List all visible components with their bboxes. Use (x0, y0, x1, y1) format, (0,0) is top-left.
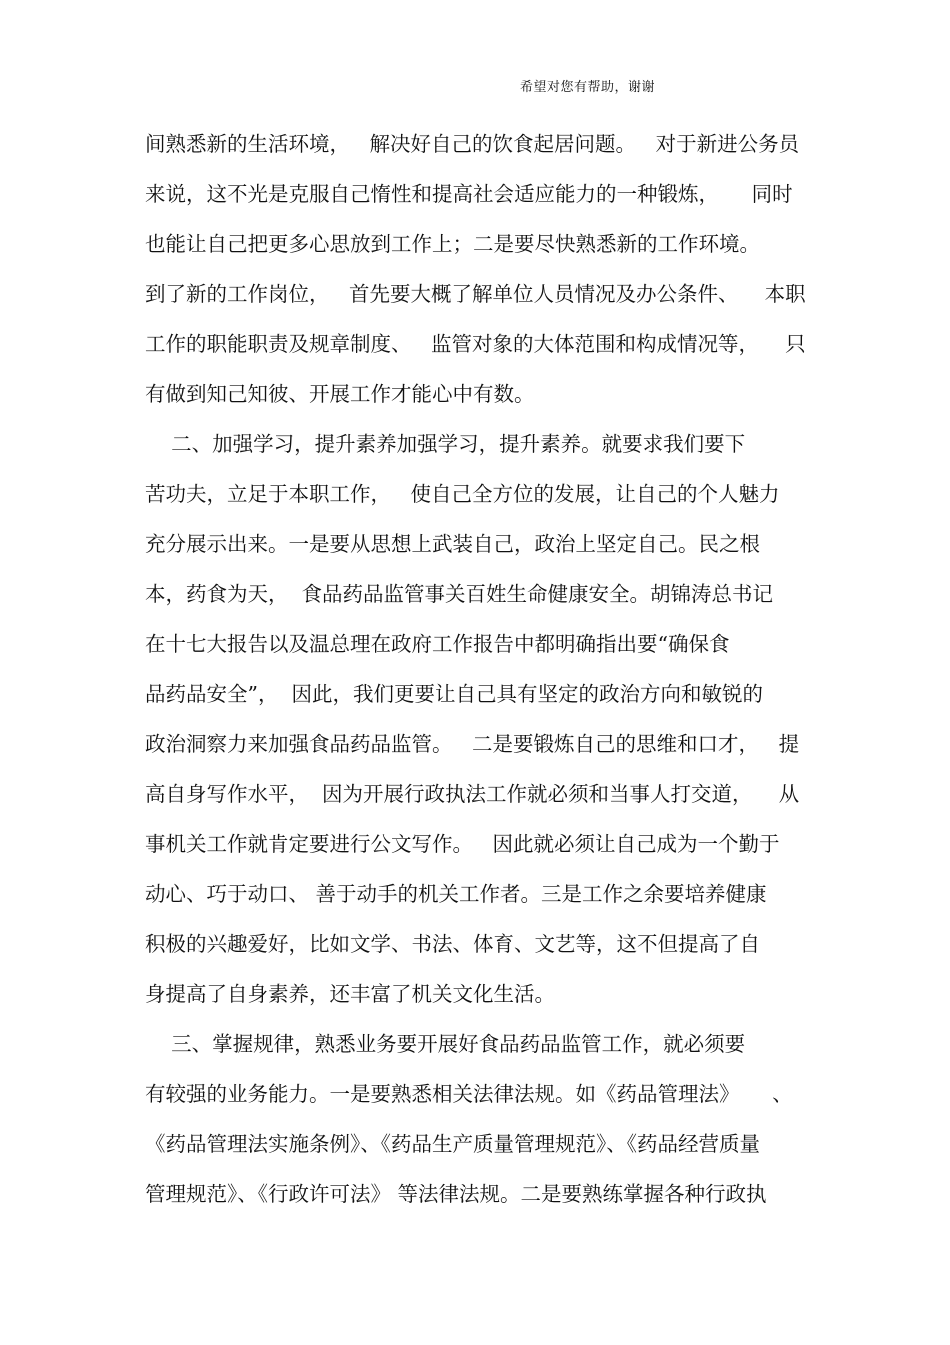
text-line: 高自身写作水平， 因为开展行政执法工作就必须和当事人打交道， 从 (145, 782, 800, 806)
body-text (145, 126, 815, 1226)
text-line: 事机关工作就肯定要进行公文写作。 因此就必须让自己成为一个勤于 (145, 832, 780, 856)
text-line: 来说，这不光是克服自己惰性和提高社会适应能力的一种锻炼， 同时 (145, 182, 793, 206)
text-line: 本，药食为天， 食品药品监管事关百姓生命健康安全。胡锦涛总书记 (145, 582, 774, 606)
text-line: 工作的职能职责及规章制度、 监管对象的大体范围和构成情况等， 只 (145, 332, 806, 356)
text-line: 二、加强学习，提升素养加强学习，提升素养。就要求我们要下 (145, 432, 746, 456)
text-line: 在十七大报告以及温总理在政府工作报告中都明确指出要“确保食 (145, 632, 730, 656)
text-line: 身提高了自身素养，还丰富了机关文化生活。 (145, 982, 555, 1006)
text-line: 间熟悉新的生活环境， 解决好自己的饮食起居问题。 对于新进公务员 (145, 132, 800, 156)
text-line: 到了新的工作岗位， 首先要大概了解单位人员情况及办公条件、 本职 (145, 282, 806, 306)
page-header: 希望对您有帮助，谢谢 (520, 80, 656, 95)
text-line: 品药品安全”， 因此，我们更要让自己具有坚定的政治方向和敏锐的 (145, 682, 764, 706)
text-line: 有做到知己知彼、开展工作才能心中有数。 (145, 382, 535, 406)
text-line: 《药品管理法实施条例》、《药品生产质量管理规范》、《药品经营质量 (145, 1132, 760, 1156)
text-line: 政治洞察力来加强食品药品监管。 二是要锻炼自己的思维和口才， 提 (145, 732, 800, 756)
text-line: 积极的兴趣爱好，比如文学、书法、体育、文艺等，这不但提高了自 (145, 932, 760, 956)
text-line: 管理规范》、《行政许可法》 等法律法规。二是要熟练掌握各种行政执 (145, 1182, 767, 1206)
text-line: 也能让自己把更多心思放到工作上；二是要尽快熟悉新的工作环境。 (145, 232, 760, 256)
text-line: 动心、巧于动口、 善于动手的机关工作者。三是工作之余要培养健康 (145, 882, 767, 906)
text-line: 充分展示出来。一是要从思想上武装自己，政治上坚定自己。民之根 (145, 532, 760, 556)
text-line: 有较强的业务能力。一是要熟悉相关法律法规。如《药品管理法》 、 (145, 1082, 793, 1106)
text-line: 苦功夫，立足于本职工作， 使自己全方位的发展，让自己的个人魅力 (145, 482, 780, 506)
text-line: 三、掌握规律，熟悉业务要开展好食品药品监管工作，就必须要 (145, 1032, 746, 1056)
